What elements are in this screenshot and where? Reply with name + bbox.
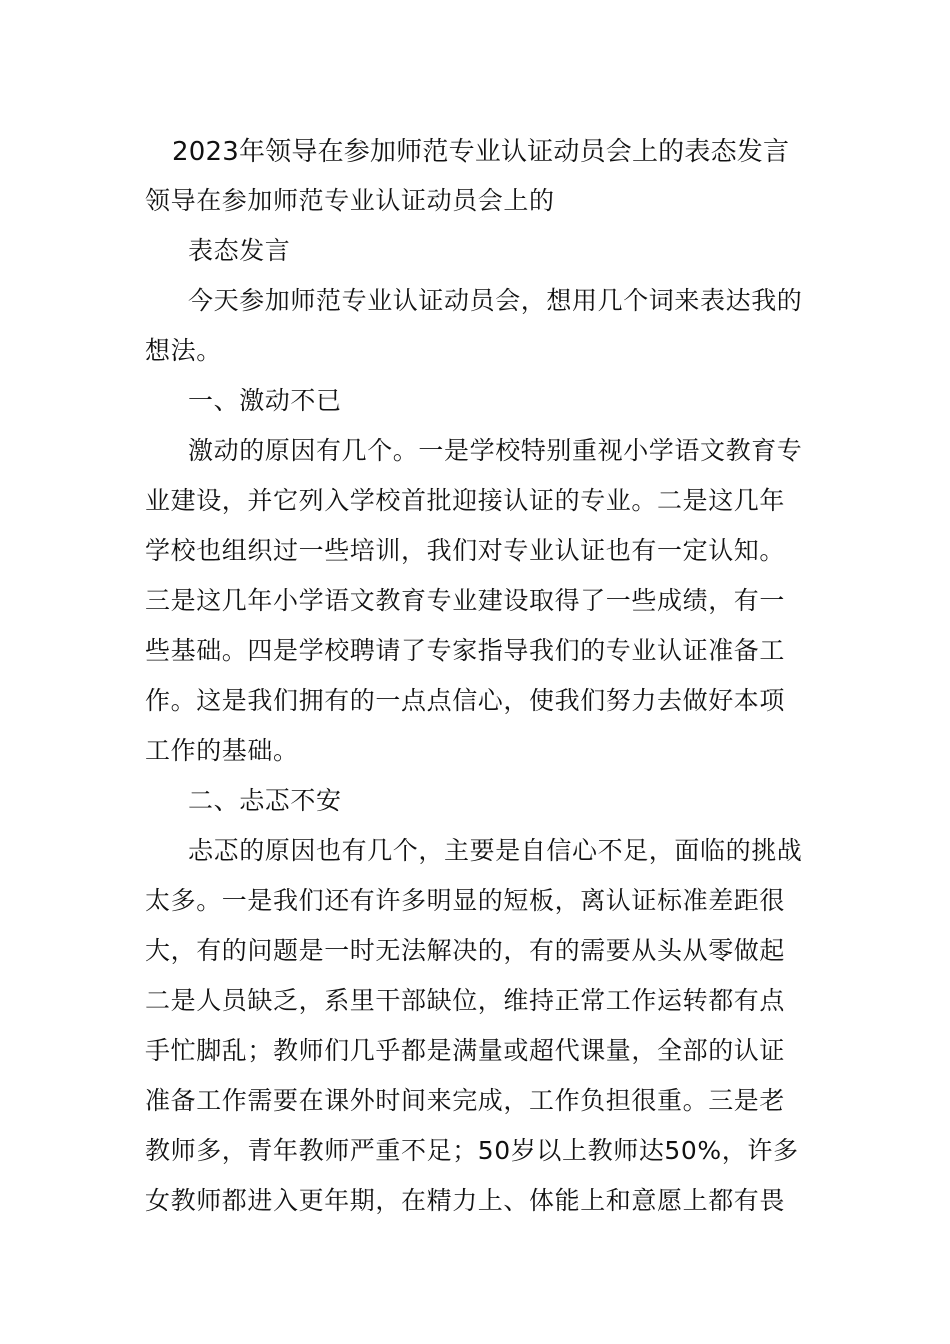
section-heading-2: 二、忐忑不安 [188,786,342,815]
section-heading-1: 一、激动不已 [188,386,342,415]
document-title: 2023年领导在参加师范专业认证动员会上的表态发言 [172,137,790,167]
paragraph-line: 手忙脚乱；教师们几乎都是满量或超代课量，全部的认证 [145,1036,786,1065]
paragraph-line: 作。这是我们拥有的一点点信心，使我们努力去做好本项 [145,686,786,715]
paragraph-line: 些基础。四是学校聘请了专家指导我们的专业认证准备工 [145,636,786,665]
paragraph-line: 今天参加师范专业认证动员会，想用几个词来表达我的 [188,286,803,315]
paragraph-line: 工作的基础。 [145,736,299,765]
paragraph-line: 三是这几年小学语文教育专业建设取得了一些成绩，有一 [145,586,786,615]
paragraph-line: 学校也组织过一些培训，我们对专业认证也有一定认知。 [145,536,786,565]
paragraph-line: 准备工作需要在课外时间来完成，工作负担很重。三是老 [145,1086,786,1115]
paragraph-line: 二是人员缺乏，系里干部缺位，维持正常工作运转都有点 [145,986,786,1015]
paragraph-line: 想法。 [145,336,222,365]
paragraph-line: 教师多，青年教师严重不足；50岁以上教师达50%，许多 [145,1136,799,1165]
paragraph-line: 太多。一是我们还有许多明显的短板，离认证标准差距很 [145,886,786,915]
subtitle-line-1: 领导在参加师范专业认证动员会上的 [145,186,555,215]
paragraph-line: 激动的原因有几个。一是学校特别重视小学语文教育专 [188,436,803,465]
paragraph-line: 业建设，并它列入学校首批迎接认证的专业。二是这几年 [145,486,786,515]
subtitle-line-2: 表态发言 [188,236,291,265]
paragraph-line: 忐忑的原因也有几个，主要是自信心不足，面临的挑战 [188,836,803,865]
paragraph-line: 大，有的问题是一时无法解决的，有的需要从头从零做起 [145,936,786,965]
paragraph-line: 女教师都进入更年期，在精力上、体能上和意愿上都有畏 [145,1186,786,1215]
